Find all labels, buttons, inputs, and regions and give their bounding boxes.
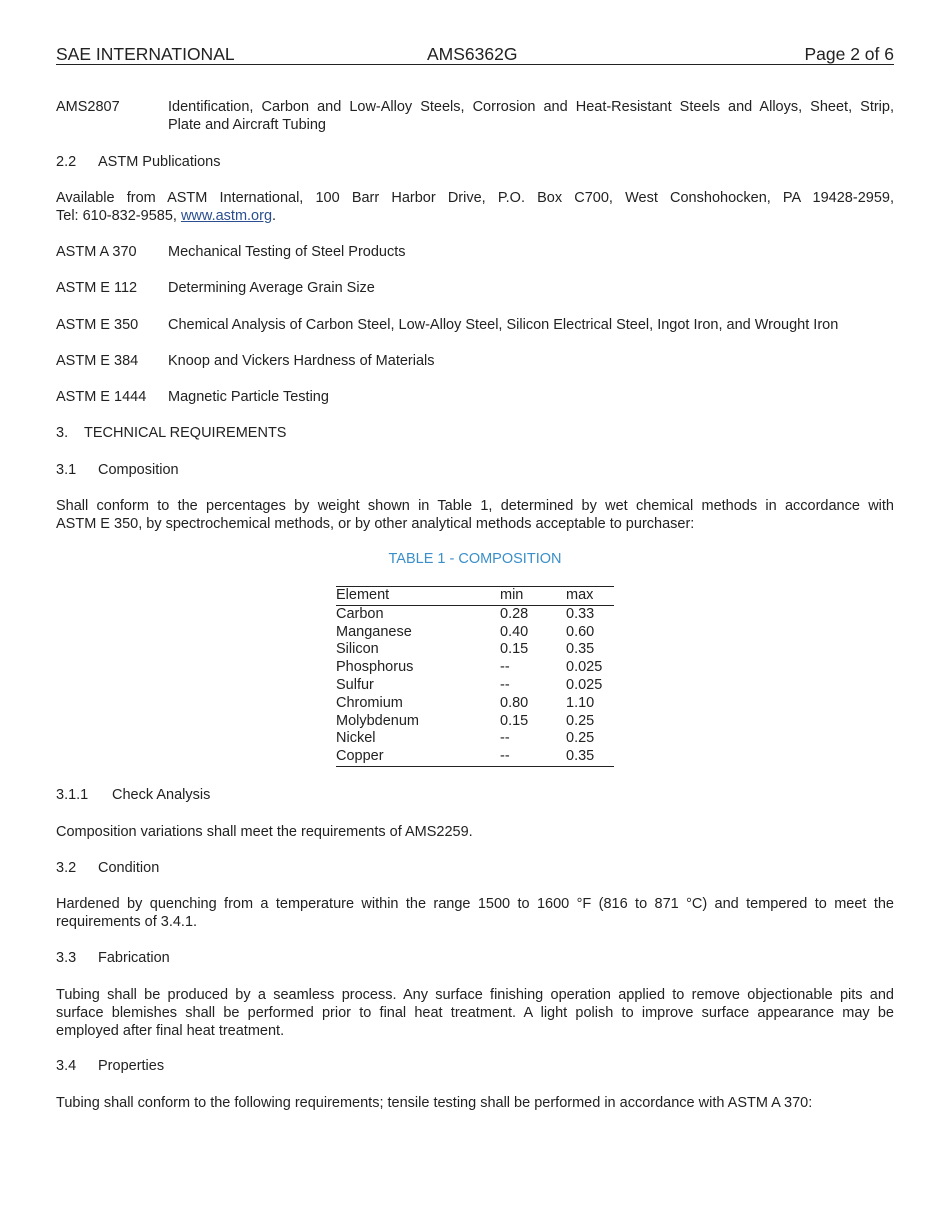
cell-element: Manganese [336, 623, 412, 640]
table-row [336, 730, 614, 748]
section-number: 3.4 [56, 1058, 77, 1074]
cell-min: 0.40 [500, 623, 529, 640]
section-title: Composition [98, 462, 179, 478]
section-number: 2.2 [56, 154, 77, 170]
section-title: Check Analysis [112, 787, 211, 803]
cell-element: Chromium [336, 694, 403, 711]
ref-title: Knoop and Vickers Hardness of Materials [168, 353, 435, 369]
section-title: Properties [98, 1058, 165, 1074]
cell-min: -- [500, 659, 510, 676]
cell-min: 0.80 [500, 694, 529, 711]
section-number: 3.2 [56, 860, 77, 876]
ref-title-line2: Plate and Aircraft Tubing [168, 117, 326, 133]
paragraph-line2: surface blemishes shall be performed prior to final heat treatment. A light polish to improve surface appearance may be [56, 1005, 894, 1021]
cell-min: -- [500, 730, 510, 747]
paragraph-line1: Tubing shall be produced by a seamless process. Any surface finishing operation applied to remove objectionable pits and [56, 987, 894, 1003]
table-row [336, 677, 614, 695]
fabrication-paragraph [56, 986, 894, 1040]
cell-min: -- [500, 676, 510, 693]
properties-paragraph: Tubing shall conform to the following requirements; tensile testing shall be performed in accordance with ASTM A 370: [56, 1095, 813, 1111]
ref-title: Magnetic Particle Testing [168, 389, 329, 405]
cell-element: Phosphorus [336, 659, 414, 676]
cell-min: -- [500, 748, 510, 765]
page-header [56, 44, 894, 65]
table-header-row [336, 587, 614, 606]
table-row [336, 624, 614, 642]
section-number: 3.3 [56, 950, 77, 966]
cell-element: Molybdenum [336, 712, 420, 729]
paragraph-line2-suffix: . [272, 208, 277, 224]
table-1-caption: TABLE 1 - COMPOSITION [388, 551, 562, 567]
ref-title-line1: Identification, Carbon and Low-Alloy Steels, Corrosion and Heat-Resistant Steels and Alloys, Sheet, Strip, [168, 99, 894, 115]
table-row [336, 605, 614, 623]
table-row [336, 695, 614, 713]
header-org: SAE INTERNATIONAL [56, 44, 235, 64]
astm-website-link[interactable]: www.astm.org [180, 208, 273, 224]
ref-code: AMS2807 [56, 99, 120, 115]
paragraph-line2: requirements of 3.4.1. [56, 914, 198, 930]
cell-max: 1.10 [566, 694, 595, 711]
cell-max: 0.25 [566, 730, 595, 747]
table-row [336, 748, 614, 766]
section-number: 3.1.1 [56, 787, 89, 803]
header-min: min [500, 587, 566, 606]
paragraph-line1: Shall conform to the percentages by weight shown in Table 1, determined by wet chemical methods in accordance with [56, 498, 894, 514]
cell-element: Copper [336, 748, 384, 765]
section-number: 3.1 [56, 462, 77, 478]
section-title: Condition [98, 860, 160, 876]
section-number: 3. [56, 425, 69, 441]
section-title: TECHNICAL REQUIREMENTS [84, 425, 287, 441]
cell-element: Carbon [336, 605, 384, 622]
astm-availability-paragraph [56, 189, 894, 225]
composition-table [336, 586, 614, 767]
ref-code: ASTM E 1444 [56, 389, 147, 405]
cell-max: 0.35 [566, 641, 595, 658]
paragraph-line2-prefix: Tel: 610-832-9585, [56, 208, 181, 224]
cell-max: 0.025 [566, 659, 603, 676]
condition-paragraph [56, 895, 894, 931]
header-page-number: Page 2 of 6 [804, 44, 894, 64]
paragraph-line1: Hardened by quenching from a temperature within the range 1500 to 1600 °F (816 to 871 °C) and tempered to meet the [56, 896, 894, 912]
ref-title: Determining Average Grain Size [168, 280, 375, 296]
cell-max: 0.025 [566, 676, 603, 693]
paragraph-line3: employed after final heat treatment. [56, 1023, 285, 1039]
ref-code: ASTM E 384 [56, 353, 139, 369]
cell-max: 0.33 [566, 605, 595, 622]
table-row [336, 641, 614, 659]
cell-min: 0.15 [500, 712, 529, 729]
cell-max: 0.60 [566, 623, 595, 640]
ref-title: Chemical Analysis of Carbon Steel, Low-Alloy Steel, Silicon Electrical Steel, Ingot Iron, and Wrought Iron [168, 317, 839, 333]
ref-code: ASTM A 370 [56, 244, 137, 260]
header-max: max [566, 587, 614, 606]
ref-code: ASTM E 112 [56, 280, 138, 296]
section-title: Fabrication [98, 950, 170, 966]
check-analysis-paragraph: Composition variations shall meet the requirements of AMS2259. [56, 824, 473, 840]
ref-code: ASTM E 350 [56, 317, 139, 333]
cell-element: Sulfur [336, 676, 374, 693]
cell-min: 0.15 [500, 641, 529, 658]
cell-max: 0.35 [566, 748, 595, 765]
paragraph-line2: ASTM E 350, by spectrochemical methods, or by other analytical methods acceptable to purchaser: [56, 516, 695, 532]
ref-ams2807 [56, 98, 894, 134]
cell-element: Silicon [336, 641, 379, 658]
header-element: Element [336, 587, 500, 606]
table-row [336, 713, 614, 731]
table-row [336, 659, 614, 677]
cell-min: 0.28 [500, 605, 529, 622]
section-title: ASTM Publications [98, 154, 221, 170]
header-doc-id: AMS6362G [427, 44, 518, 64]
composition-paragraph [56, 497, 894, 533]
cell-element: Nickel [336, 730, 376, 747]
paragraph-line1: Available from ASTM International, 100 Barr Harbor Drive, P.O. Box C700, West Conshohocken, PA 19428-2959, [56, 190, 894, 206]
ref-title: Mechanical Testing of Steel Products [168, 244, 406, 260]
cell-max: 0.25 [566, 712, 595, 729]
